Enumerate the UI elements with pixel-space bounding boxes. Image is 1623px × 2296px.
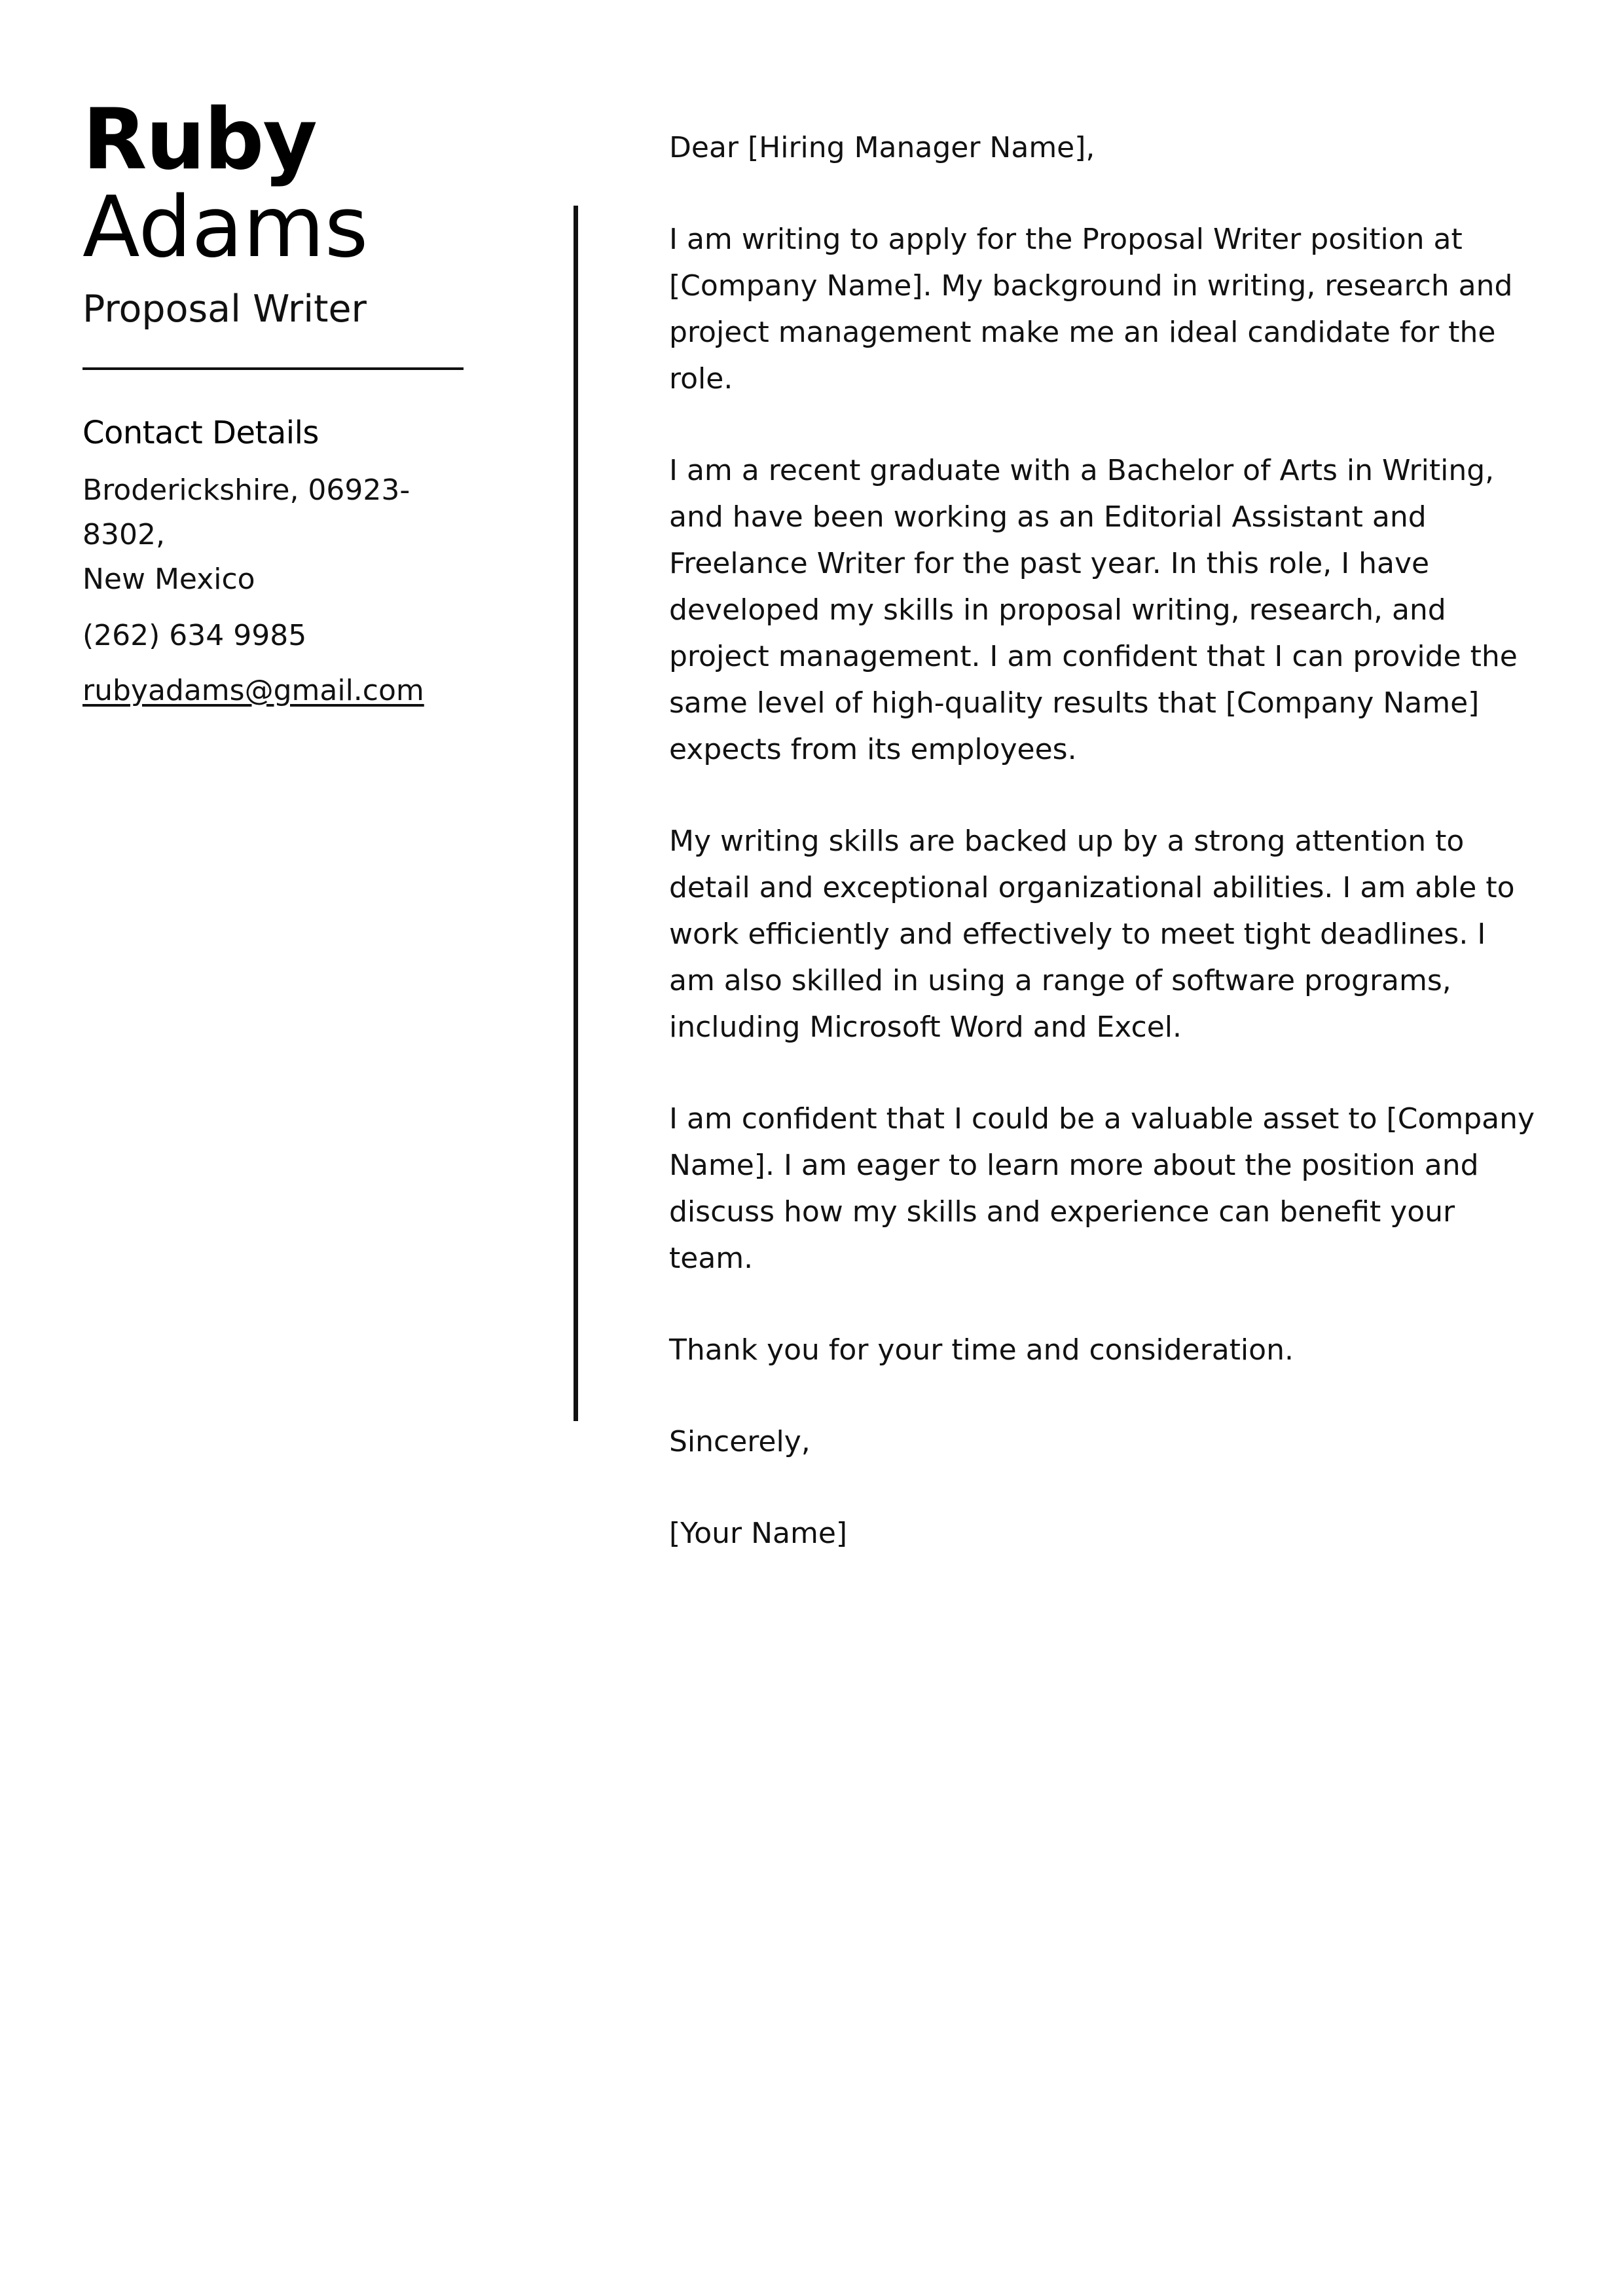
letter-paragraph: I am writing to apply for the Proposal Writer position at [Company Name]. My background in writing, research and project management make me an ideal candidate for the role. [669,223,1513,396]
letter-paragraph: I am a recent graduate with a Bachelor of Arts in Writing, and have been working as an Editorial Assistant and Freelance Writer for the past year. In this role, I have developed my skills in proposal writing, research, and project management. I am confident that I can provide the same level of high-quality results that [Company Name] expects from its employees. [669,454,1518,766]
contact-phone: (262) 634 9985 [82,618,307,652]
last-name: Adams [82,179,369,276]
address-line-1: Broderickshire, 06923-8302, [82,473,410,551]
signature: [Your Name] [669,1517,848,1550]
letter-paragraph: Thank you for your time and consideration. [669,1333,1294,1367]
letter-paragraph: I am confident that I could be a valuable asset to [Company Name]. I am eager to learn more about the position and discuss how my skills and experience can benefit your team. [669,1102,1535,1275]
salutation: Dear [Hiring Manager Name], [669,131,1095,164]
letter-paragraph: My writing skills are backed up by a strong attention to detail and exceptional organizational abilities. I am able to work efficiently and effectively to meet tight deadlines. I am also skilled in using a range of software programs, including Microsoft Word and Excel. [669,824,1515,1044]
vertical-divider [574,206,578,1421]
contact-heading: Contact Details [82,415,319,452]
closing: Sincerely, [669,1425,811,1458]
contact-address [82,468,475,602]
first-name: Ruby [82,91,316,189]
letter-body [669,124,1540,1602]
title-divider [82,367,464,370]
contact-email-link[interactable]: rubyadams@gmail.com [82,673,424,707]
sidebar [82,91,475,713]
address-line-2: New Mexico [82,562,255,596]
job-title: Proposal Writer [82,287,367,331]
